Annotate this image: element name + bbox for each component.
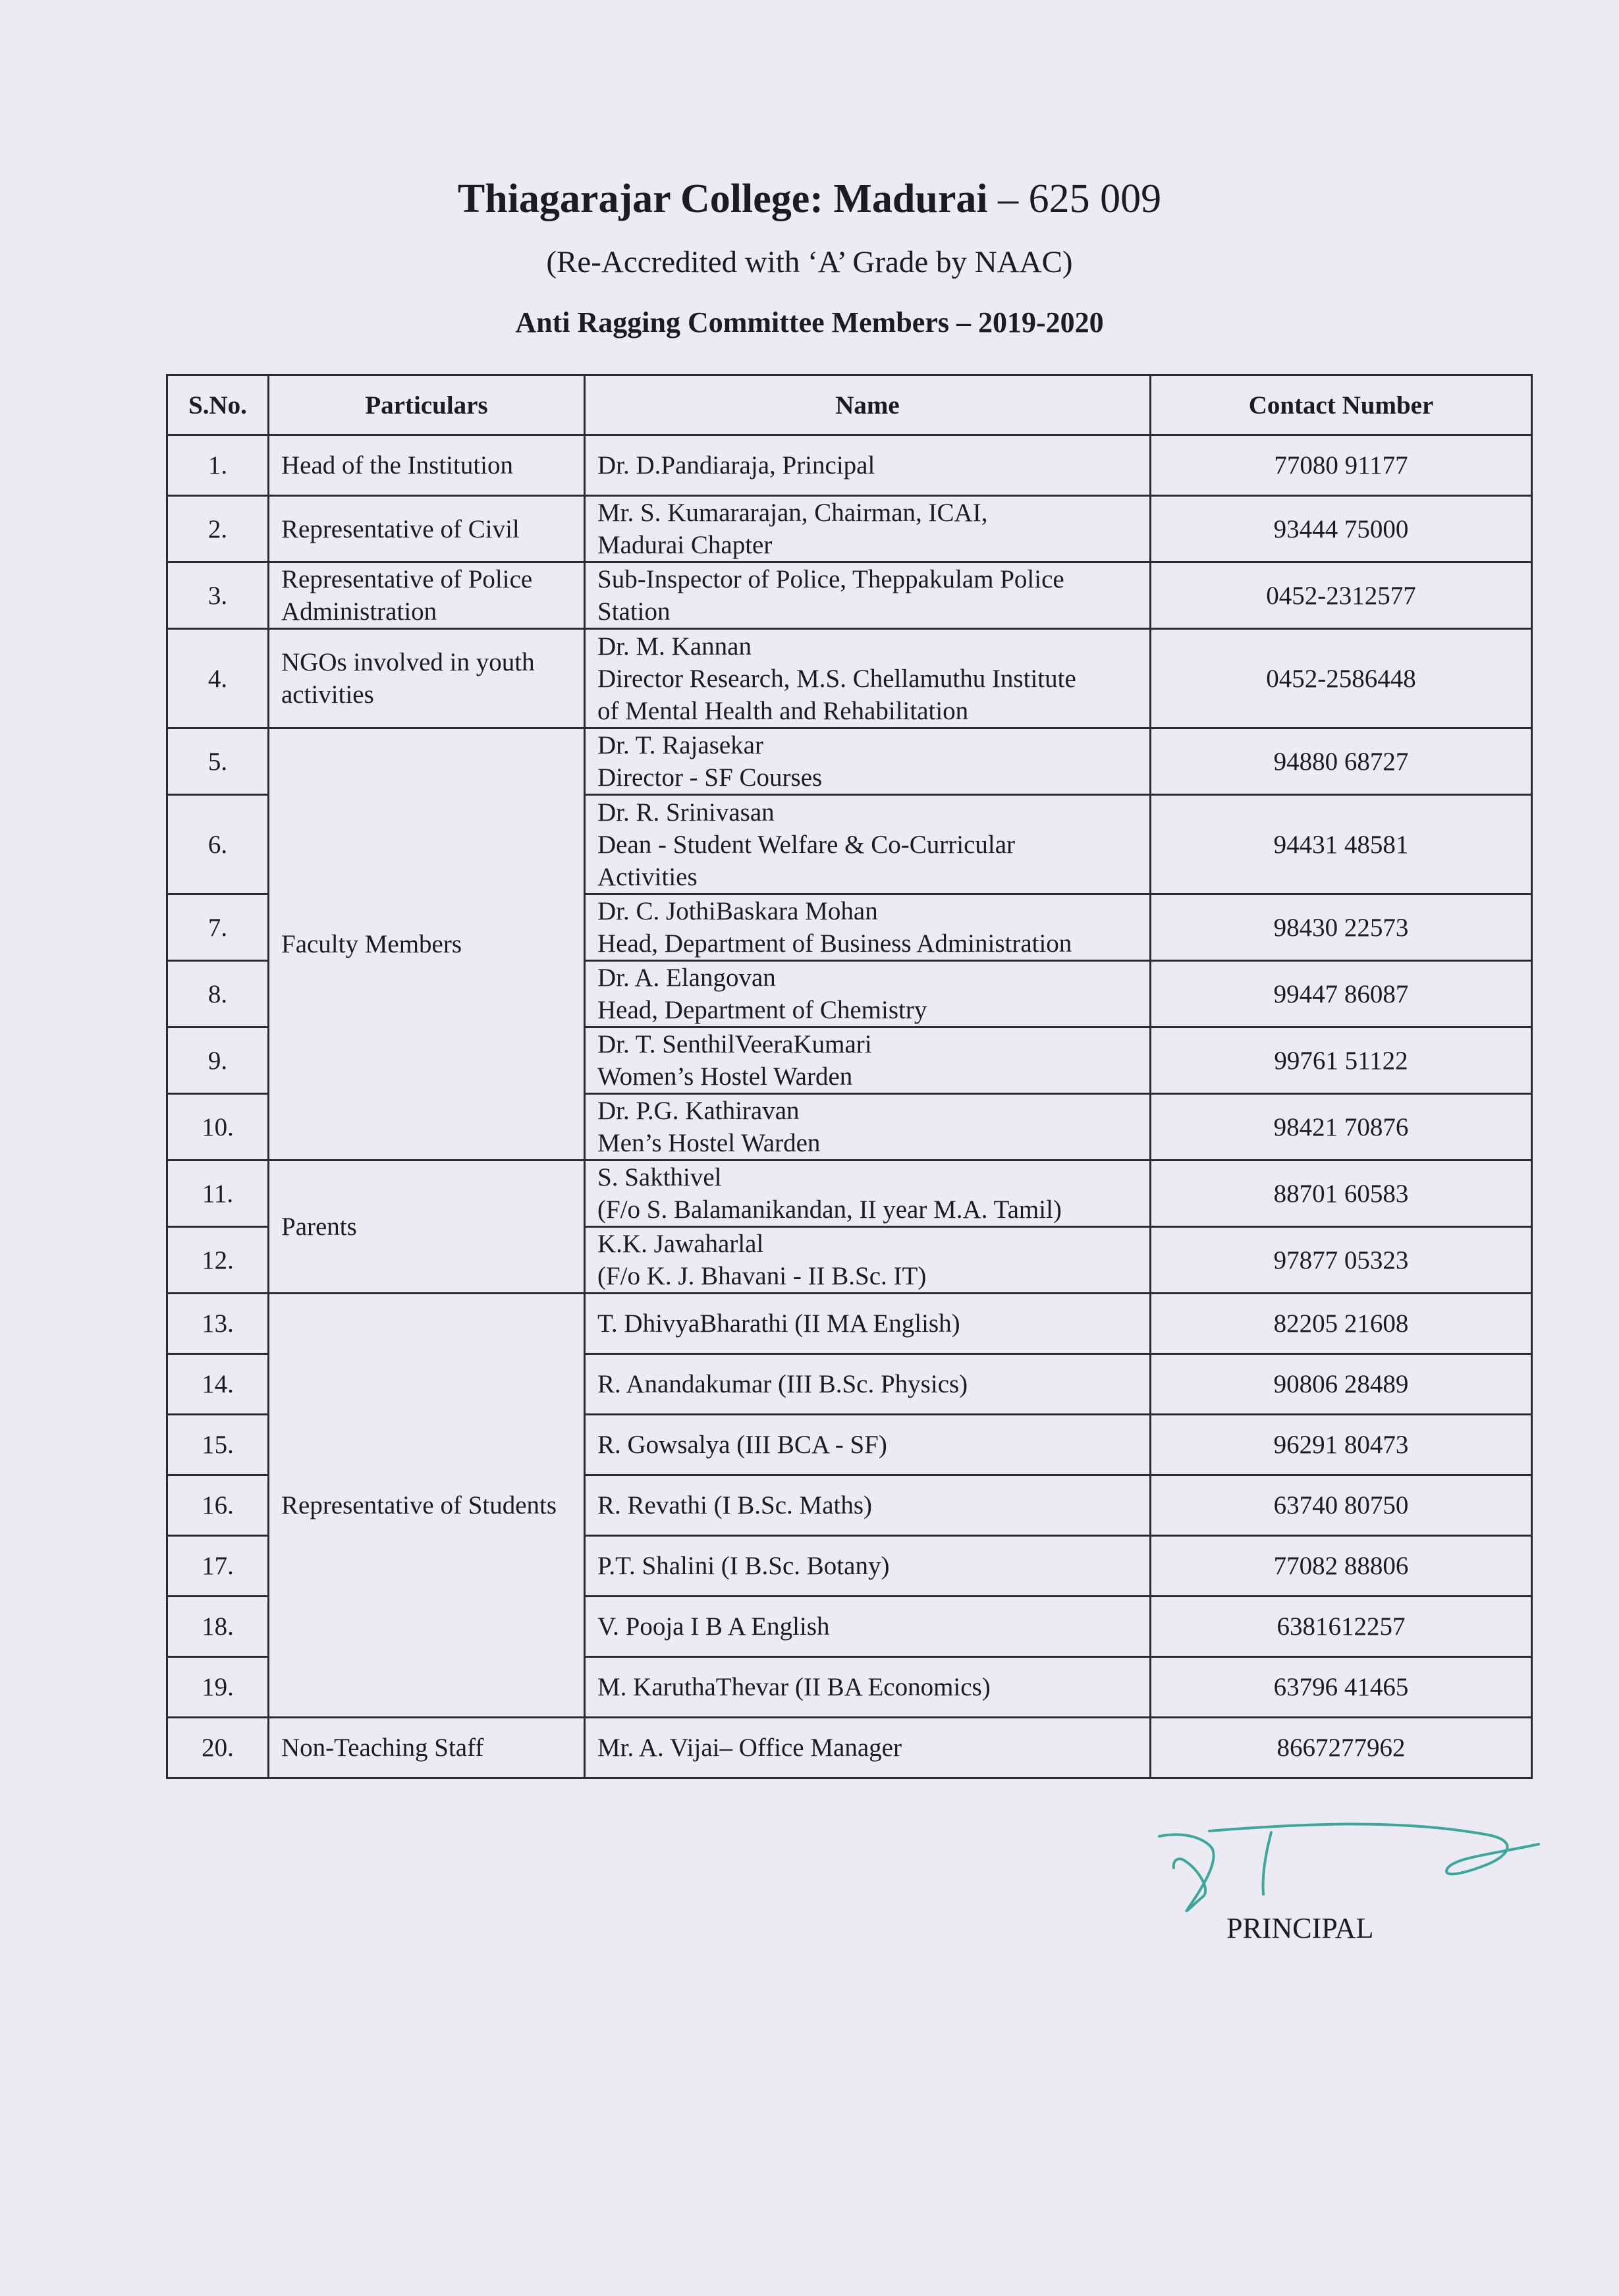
- contact-cell: 94880 68727: [1151, 728, 1532, 795]
- sno-cell: 19.: [167, 1657, 269, 1718]
- contact-cell: 99761 51122: [1151, 1027, 1532, 1094]
- sno-cell: 16.: [167, 1475, 269, 1536]
- name-line: Sub-Inspector of Police, Theppakulam Police: [597, 565, 1064, 593]
- sno-cell: 7.: [167, 894, 269, 961]
- contact-cell: 63740 80750: [1151, 1475, 1532, 1536]
- name-line: Dr. D.Pandiaraja, Principal: [597, 451, 875, 479]
- sno-cell: 9.: [167, 1027, 269, 1094]
- name-line: Dr. A. Elangovan: [597, 964, 776, 992]
- name-cell: [585, 1027, 1151, 1094]
- name-line: Director Research, M.S. Chellamuthu Institute: [597, 664, 1076, 693]
- committee-members-table: [166, 374, 1533, 1779]
- name-line: M. KaruthaThevar (II BA Economics): [597, 1673, 991, 1701]
- particulars-cell: Representative of Students: [269, 1294, 585, 1718]
- table-row: [167, 1161, 1532, 1227]
- contact-cell: 77080 91177: [1151, 435, 1532, 496]
- name-line: T. DhivyaBharathi (II MA English): [597, 1309, 960, 1338]
- particulars-cell: Head of the Institution: [269, 435, 585, 496]
- name-line: Head, Department of Chemistry: [597, 996, 927, 1024]
- name-line: of Mental Health and Rehabilitation: [597, 696, 969, 725]
- contact-cell: 77082 88806: [1151, 1536, 1532, 1597]
- name-line: K.K. Jawaharlal: [597, 1230, 764, 1258]
- sno-cell: 5.: [167, 728, 269, 795]
- name-line: Director - SF Courses: [597, 763, 823, 792]
- particulars-cell: Faculty Members: [269, 728, 585, 1161]
- sno-cell: 17.: [167, 1536, 269, 1597]
- contact-cell: 96291 80473: [1151, 1415, 1532, 1475]
- name-line: P.T. Shalini (I B.Sc. Botany): [597, 1552, 890, 1580]
- name-cell: [585, 562, 1151, 629]
- committee-heading: Anti Ragging Committee Members – 2019-2020: [515, 306, 1104, 339]
- contact-cell: 93444 75000: [1151, 496, 1532, 562]
- table-row: [167, 435, 1532, 496]
- name-cell: [585, 1354, 1151, 1415]
- name-line: (F/o S. Balamanikandan, II year M.A. Tamil): [597, 1195, 1062, 1224]
- name-cell: [585, 1161, 1151, 1227]
- contact-cell: 98430 22573: [1151, 894, 1532, 961]
- name-cell: [585, 1294, 1151, 1354]
- name-cell: [585, 1597, 1151, 1657]
- name-line: Men’s Hostel Warden: [597, 1129, 821, 1157]
- sno-cell: 18.: [167, 1597, 269, 1657]
- name-cell: [585, 496, 1151, 562]
- name-cell: [585, 1094, 1151, 1161]
- name-line: Dr. C. JothiBaskara Mohan: [597, 897, 878, 925]
- contact-cell: 63796 41465: [1151, 1657, 1532, 1718]
- sno-cell: 1.: [167, 435, 269, 496]
- name-cell: [585, 1536, 1151, 1597]
- sno-cell: 6.: [167, 795, 269, 894]
- name-line: S. Sakthivel: [597, 1163, 722, 1191]
- table-row: [167, 629, 1532, 728]
- sno-cell: 11.: [167, 1161, 269, 1227]
- name-cell: [585, 629, 1151, 728]
- sno-cell: 4.: [167, 629, 269, 728]
- contact-cell: 8667277962: [1151, 1718, 1532, 1778]
- name-line: R. Gowsalya (III BCA - SF): [597, 1431, 887, 1459]
- name-line: Activities: [597, 862, 698, 891]
- name-cell: [585, 1415, 1151, 1475]
- name-line: Mr. S. Kumararajan, Chairman, ICAI,: [597, 499, 988, 527]
- name-line: Dr. R. Srinivasan: [597, 798, 775, 827]
- sno-cell: 12.: [167, 1227, 269, 1294]
- contact-cell: 88701 60583: [1151, 1161, 1532, 1227]
- name-line: (F/o K. J. Bhavani - II B.Sc. IT): [597, 1262, 927, 1290]
- college-pincode: – 625 009: [987, 177, 1162, 221]
- name-line: R. Anandakumar (III B.Sc. Physics): [597, 1370, 968, 1398]
- contact-cell: 0452-2312577: [1151, 562, 1532, 629]
- sno-cell: 15.: [167, 1415, 269, 1475]
- college-title: [0, 173, 1619, 225]
- particulars-cell: Non-Teaching Staff: [269, 1718, 585, 1778]
- name-cell: [585, 1718, 1151, 1778]
- name-line: R. Revathi (I B.Sc. Maths): [597, 1491, 873, 1519]
- contact-cell: 94431 48581: [1151, 795, 1532, 894]
- column-header-contact: Contact Number: [1151, 375, 1532, 435]
- name-line: V. Pooja I B A English: [597, 1612, 830, 1641]
- sno-cell: 13.: [167, 1294, 269, 1354]
- name-line: Women’s Hostel Warden: [597, 1062, 853, 1091]
- table-row: [167, 562, 1532, 629]
- name-cell: [585, 1657, 1151, 1718]
- table-header-row: [167, 375, 1532, 435]
- sno-cell: 10.: [167, 1094, 269, 1161]
- column-header-name: Name: [585, 375, 1151, 435]
- signature-stroke: [1209, 1824, 1539, 1874]
- column-header-particulars: Particulars: [269, 375, 585, 435]
- particulars-cell: NGOs involved in youth activities: [269, 629, 585, 728]
- name-line: Madurai Chapter: [597, 531, 773, 559]
- sno-cell: 8.: [167, 961, 269, 1027]
- table-row: [167, 1294, 1532, 1354]
- signature-stroke: [1263, 1832, 1272, 1894]
- sno-cell: 14.: [167, 1354, 269, 1415]
- name-cell: [585, 795, 1151, 894]
- name-line: Dr. P.G. Kathiravan: [597, 1097, 800, 1125]
- contact-cell: 0452-2586448: [1151, 629, 1532, 728]
- table-row: [167, 496, 1532, 562]
- contact-cell: 6381612257: [1151, 1597, 1532, 1657]
- name-cell: [585, 728, 1151, 795]
- name-line: Station: [597, 597, 671, 626]
- particulars-cell: Parents: [269, 1161, 585, 1294]
- contact-cell: 90806 28489: [1151, 1354, 1532, 1415]
- table-row: [167, 728, 1532, 795]
- name-cell: [585, 894, 1151, 961]
- name-cell: [585, 1475, 1151, 1536]
- signatory-label: PRINCIPAL: [1226, 1912, 1374, 1944]
- particulars-cell: Representative of Civil: [269, 496, 585, 562]
- contact-cell: 97877 05323: [1151, 1227, 1532, 1294]
- column-header-sno: S.No.: [167, 375, 269, 435]
- sno-cell: 20.: [167, 1718, 269, 1778]
- college-name: Thiagarajar College: Madurai: [457, 177, 988, 221]
- particulars-cell: Representative of Police Administration: [269, 562, 585, 629]
- contact-cell: 98421 70876: [1151, 1094, 1532, 1161]
- name-line: Dr. M. Kannan: [597, 632, 752, 661]
- signature-stroke: [1159, 1834, 1214, 1911]
- sno-cell: 3.: [167, 562, 269, 629]
- name-line: Head, Department of Business Administration: [597, 929, 1072, 958]
- contact-cell: 82205 21608: [1151, 1294, 1532, 1354]
- name-cell: [585, 1227, 1151, 1294]
- name-line: Mr. A. Vijai– Office Manager: [597, 1734, 902, 1762]
- sno-cell: 2.: [167, 496, 269, 562]
- name-cell: [585, 435, 1151, 496]
- name-line: Dr. T. SenthilVeeraKumari: [597, 1030, 872, 1058]
- contact-cell: 99447 86087: [1151, 961, 1532, 1027]
- name-line: Dean - Student Welfare & Co-Curricular: [597, 830, 1016, 859]
- name-line: Dr. T. Rajasekar: [597, 731, 763, 759]
- accreditation-subtitle: (Re-Accredited with ‘A’ Grade by NAAC): [546, 245, 1073, 279]
- table-row: [167, 1718, 1532, 1778]
- name-cell: [585, 961, 1151, 1027]
